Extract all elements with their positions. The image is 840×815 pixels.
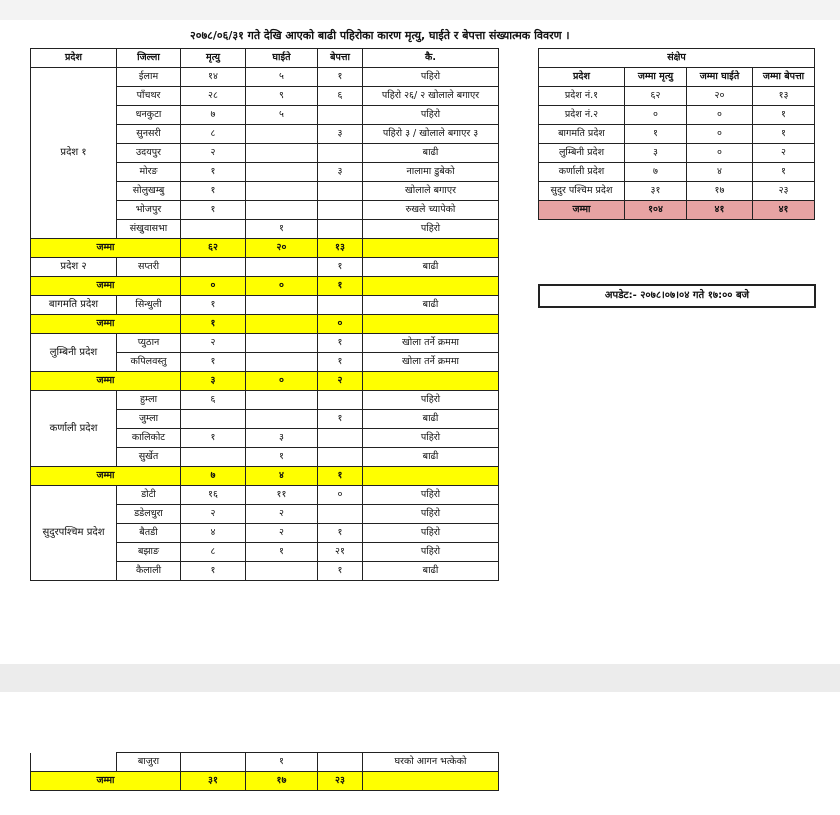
count-cell: ३ [625, 144, 687, 163]
total-value: ४ [246, 467, 318, 486]
count-cell: १ [181, 429, 246, 448]
total-value: ३ [181, 372, 246, 391]
count-cell: १ [753, 125, 815, 144]
count-cell [318, 505, 363, 524]
count-cell: ३ [318, 125, 363, 144]
district-cell: कालिकोट [117, 429, 181, 448]
district-cell: धनकुटा [117, 106, 181, 125]
count-cell: ३१ [625, 182, 687, 201]
district-cell: बझाङ [117, 543, 181, 562]
summary-heading: संक्षेप [539, 49, 815, 68]
column-header: घाईते [246, 49, 318, 68]
remarks-cell: पहिरो [363, 543, 499, 562]
count-cell: २१ [318, 543, 363, 562]
remarks-cell: घरको आगन भत्केको [363, 753, 499, 772]
total-value: १ [181, 315, 246, 334]
count-cell: १ [181, 562, 246, 581]
count-cell: १ [246, 543, 318, 562]
total-value: ६२ [181, 239, 246, 258]
total-row [31, 372, 499, 391]
count-cell: २३ [753, 182, 815, 201]
remarks-cell: बाढी [363, 144, 499, 163]
page-title: २०७८/०६/३१ गते देखि आएको बाढी पहिरोका कारण मृत्यु, घाईते र बेपत्ता संख्यात्मक विवरण । [190, 29, 570, 42]
count-cell [246, 391, 318, 410]
remarks-cell: पहिरो [363, 486, 499, 505]
province-cell: कर्णाली प्रदेश [539, 163, 625, 182]
column-header: मृत्यु [181, 49, 246, 68]
district-cell: संखुवासभा [117, 220, 181, 239]
summary-total-row [539, 201, 815, 220]
count-cell [246, 353, 318, 372]
district-cell: जुम्ला [117, 410, 181, 429]
remarks-cell: खोलाले बगाएर [363, 182, 499, 201]
province-cell: कर्णाली प्रदेश [31, 391, 117, 467]
main-table [30, 48, 499, 581]
remarks-cell: रुखले च्यापेको [363, 201, 499, 220]
count-cell: २ [181, 144, 246, 163]
count-cell: ६ [181, 391, 246, 410]
total-row [31, 467, 499, 486]
remarks-cell: पहिरो [363, 220, 499, 239]
total-label: जम्मा [31, 467, 181, 486]
table-row [31, 486, 499, 505]
column-header: जम्मा घाईते [687, 68, 753, 87]
count-cell [318, 429, 363, 448]
count-cell: १ [318, 410, 363, 429]
count-cell: २ [246, 505, 318, 524]
total-label: जम्मा [31, 315, 181, 334]
count-cell: ८ [181, 125, 246, 144]
count-cell: १ [181, 201, 246, 220]
district-cell: कपिलवस्तु [117, 353, 181, 372]
count-cell: ७ [181, 106, 246, 125]
summary-row [539, 144, 815, 163]
count-cell [246, 182, 318, 201]
main-table-continued [30, 752, 499, 791]
count-cell: १७ [687, 182, 753, 201]
district-cell: ईलाम [117, 68, 181, 87]
total-label: जम्मा [31, 239, 181, 258]
column-header: कै. [363, 49, 499, 68]
count-cell [318, 296, 363, 315]
count-cell: १ [318, 68, 363, 87]
total-value: ७ [181, 467, 246, 486]
total-value: ० [181, 277, 246, 296]
count-cell: ७ [625, 163, 687, 182]
table-header-row [31, 49, 499, 68]
remarks-cell: पहिरो ३ / खोलाले बगाएर ३ [363, 125, 499, 144]
district-cell: कैलाली [117, 562, 181, 581]
count-cell: २ [753, 144, 815, 163]
count-cell: ११ [246, 486, 318, 505]
count-cell: १ [181, 163, 246, 182]
remarks-cell: खोला तर्ने क्रममा [363, 353, 499, 372]
update-timestamp: अपडेट:- २०७८।०७।०४ गते १७:०० बजे [538, 284, 816, 308]
district-cell: प्युठान [117, 334, 181, 353]
total-row [31, 772, 499, 791]
page-break [0, 664, 840, 692]
count-cell [246, 562, 318, 581]
count-cell [181, 258, 246, 277]
remarks-cell: बाढी [363, 410, 499, 429]
column-header: प्रदेश [539, 68, 625, 87]
count-cell: ५ [246, 68, 318, 87]
count-cell: १ [318, 334, 363, 353]
count-cell [246, 125, 318, 144]
count-cell [318, 391, 363, 410]
total-value: १०४ [625, 201, 687, 220]
count-cell: १ [181, 182, 246, 201]
count-cell [318, 220, 363, 239]
count-cell [318, 753, 363, 772]
count-cell: १ [318, 353, 363, 372]
count-cell: १ [753, 106, 815, 125]
table-row [31, 391, 499, 410]
remarks-cell: पहिरो [363, 68, 499, 87]
summary-row [539, 125, 815, 144]
count-cell: ६२ [625, 87, 687, 106]
count-cell: ८ [181, 543, 246, 562]
count-cell: १ [318, 562, 363, 581]
column-header: जम्मा बेपत्ता [753, 68, 815, 87]
summary-row [539, 182, 815, 201]
count-cell: १ [246, 220, 318, 239]
province-cell: बागमति प्रदेश [539, 125, 625, 144]
district-cell: सिन्धुली [117, 296, 181, 315]
province-cell: प्रदेश नं.१ [539, 87, 625, 106]
summary-header-row [539, 68, 815, 87]
province-cell: प्रदेश २ [31, 258, 117, 277]
district-cell: भोजपुर [117, 201, 181, 220]
remarks-cell: पहिरो [363, 524, 499, 543]
count-cell [181, 220, 246, 239]
remarks-cell: बाढी [363, 562, 499, 581]
count-cell: ६ [318, 87, 363, 106]
total-remarks [363, 772, 499, 791]
total-row [31, 277, 499, 296]
district-cell: उदयपुर [117, 144, 181, 163]
column-header: प्रदेश [31, 49, 117, 68]
province-cell: लुम्बिनी प्रदेश [31, 334, 117, 372]
count-cell: १ [318, 524, 363, 543]
total-value: २ [318, 372, 363, 391]
column-header: बेपत्ता [318, 49, 363, 68]
remarks-cell: पहिरो [363, 106, 499, 125]
count-cell [246, 410, 318, 429]
count-cell: ० [687, 106, 753, 125]
total-label: जम्मा [31, 372, 181, 391]
table-row [31, 68, 499, 87]
total-value: ० [246, 277, 318, 296]
total-remarks [363, 315, 499, 334]
total-remarks [363, 239, 499, 258]
total-value: २० [246, 239, 318, 258]
count-cell: १ [246, 448, 318, 467]
count-cell: १ [181, 296, 246, 315]
remarks-cell: बाढी [363, 448, 499, 467]
total-label: जम्मा [31, 772, 181, 791]
total-remarks [363, 372, 499, 391]
district-cell: सोलुखम्बु [117, 182, 181, 201]
province-cell: प्रदेश १ [31, 68, 117, 239]
table-row [31, 258, 499, 277]
summary-row [539, 163, 815, 182]
count-cell: ३ [318, 163, 363, 182]
district-cell: बाजुरा [117, 753, 181, 772]
summary-row [539, 87, 815, 106]
remarks-cell: नालामा डुबेको [363, 163, 499, 182]
count-cell: १ [246, 753, 318, 772]
column-header: जम्मा मृत्यु [625, 68, 687, 87]
total-value: १३ [318, 239, 363, 258]
count-cell: ० [687, 144, 753, 163]
total-label: जम्मा [31, 277, 181, 296]
district-cell: सप्तरी [117, 258, 181, 277]
count-cell: ४ [687, 163, 753, 182]
remarks-cell: खोला तर्ने क्रममा [363, 334, 499, 353]
column-header: जिल्ला [117, 49, 181, 68]
count-cell [318, 144, 363, 163]
remarks-cell: पहिरो २६/ २ खोलाले बगाएर [363, 87, 499, 106]
table-row [31, 296, 499, 315]
province-cell: प्रदेश नं.२ [539, 106, 625, 125]
count-cell: २ [181, 334, 246, 353]
district-cell: डोटी [117, 486, 181, 505]
total-row [31, 239, 499, 258]
remarks-cell: पहिरो [363, 391, 499, 410]
total-value: ० [246, 372, 318, 391]
total-value: २३ [318, 772, 363, 791]
count-cell: २० [687, 87, 753, 106]
total-label: जम्मा [539, 201, 625, 220]
count-cell: ० [687, 125, 753, 144]
total-value: ३१ [181, 772, 246, 791]
province-cell: सुदुरपश्चिम प्रदेश [31, 486, 117, 581]
province-cell: लुम्बिनी प्रदेश [539, 144, 625, 163]
count-cell: ० [318, 486, 363, 505]
province-cell: बागमति प्रदेश [31, 296, 117, 315]
district-cell: डडेलधुरा [117, 505, 181, 524]
count-cell: १४ [181, 68, 246, 87]
count-cell [246, 334, 318, 353]
count-cell [181, 410, 246, 429]
total-value: १७ [246, 772, 318, 791]
count-cell: ३ [246, 429, 318, 448]
count-cell: २८ [181, 87, 246, 106]
count-cell [246, 258, 318, 277]
count-cell: ९ [246, 87, 318, 106]
count-cell [318, 106, 363, 125]
total-remarks [363, 277, 499, 296]
district-cell: सुर्खेत [117, 448, 181, 467]
count-cell [246, 163, 318, 182]
count-cell: १ [318, 258, 363, 277]
total-remarks [363, 467, 499, 486]
count-cell [246, 201, 318, 220]
count-cell [246, 144, 318, 163]
total-value: ० [318, 315, 363, 334]
count-cell: १ [753, 163, 815, 182]
total-row [31, 315, 499, 334]
summary-row [539, 106, 815, 125]
count-cell: १६ [181, 486, 246, 505]
district-cell: पाँचथर [117, 87, 181, 106]
remarks-cell: बाढी [363, 258, 499, 277]
count-cell: १३ [753, 87, 815, 106]
remarks-cell: बाढी [363, 296, 499, 315]
remarks-cell: पहिरो [363, 505, 499, 524]
remarks-cell: पहिरो [363, 429, 499, 448]
count-cell: ० [625, 106, 687, 125]
count-cell: १ [181, 353, 246, 372]
total-value: १ [318, 467, 363, 486]
summary-table [538, 48, 815, 220]
count-cell: ५ [246, 106, 318, 125]
province-cell [31, 753, 117, 772]
total-value: ४१ [753, 201, 815, 220]
summary-heading-row [539, 49, 815, 68]
district-cell: बैतडी [117, 524, 181, 543]
table-row [31, 334, 499, 353]
count-cell [318, 201, 363, 220]
count-cell [318, 182, 363, 201]
total-value: ४१ [687, 201, 753, 220]
district-cell: हुम्ला [117, 391, 181, 410]
count-cell: २ [246, 524, 318, 543]
district-cell: सुनसरी [117, 125, 181, 144]
province-cell: सुदुर पश्चिम प्रदेश [539, 182, 625, 201]
total-value: १ [318, 277, 363, 296]
table-row [31, 753, 499, 772]
count-cell [246, 296, 318, 315]
count-cell [181, 753, 246, 772]
district-cell: मोरङ [117, 163, 181, 182]
count-cell: २ [181, 505, 246, 524]
count-cell [318, 448, 363, 467]
top-strip [0, 0, 840, 20]
count-cell [181, 448, 246, 467]
count-cell: १ [625, 125, 687, 144]
count-cell: ४ [181, 524, 246, 543]
total-value [246, 315, 318, 334]
